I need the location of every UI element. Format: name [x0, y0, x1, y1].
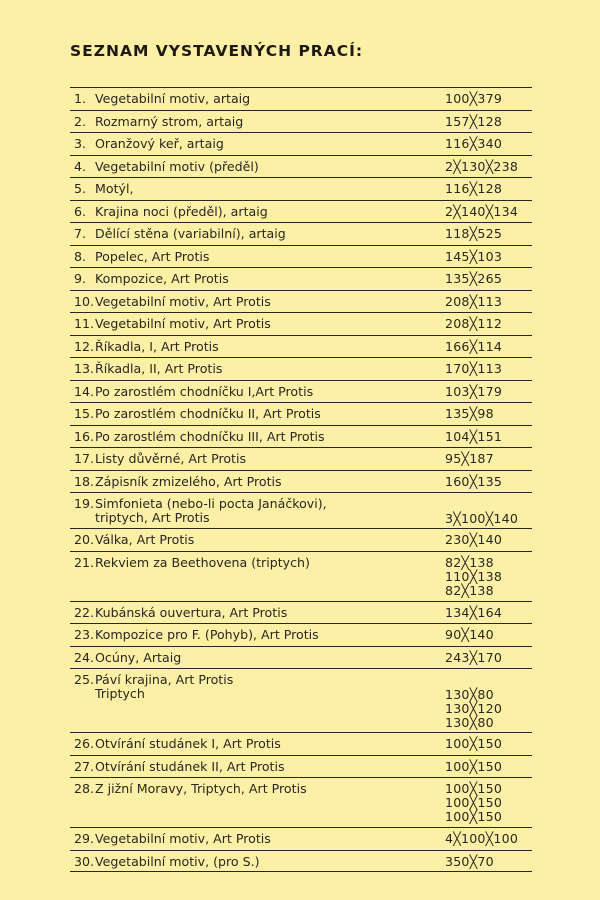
work-row [70, 470, 532, 493]
work-row [70, 335, 532, 358]
work-number: 26. [74, 736, 95, 751]
work-dimensions: 2╳130╳238 [445, 158, 519, 174]
work-number: 14. [74, 383, 95, 399]
work-number: 27. [74, 758, 95, 774]
work-dimensions: 4╳100╳100 [445, 831, 519, 846]
work-title: Vegetabilní motiv, artaig [95, 91, 251, 106]
work-row [70, 200, 532, 223]
work-number: 22. [74, 604, 95, 620]
work-number: 25. [74, 672, 95, 687]
work-title: Říkadla, II, Art Protis [95, 361, 223, 376]
work-row [70, 380, 532, 403]
work-title: Otvírání studánek I, Art Protis [95, 736, 281, 751]
work-number: 24. [74, 649, 95, 665]
work-number: 17. [74, 451, 95, 466]
work-number: 8. [74, 248, 87, 264]
work-number: 7. [74, 226, 87, 241]
work-dimensions: 100╳150 [445, 736, 503, 751]
work-dimensions: 145╳103 [445, 248, 503, 264]
work-dimensions: 90╳140 [445, 627, 494, 642]
work-title: Vegetabilní motiv, Art Protis [95, 831, 271, 846]
work-dimensions: 103╳179 [445, 383, 503, 399]
work-title: Krajina noci (předěl), artaig [95, 203, 268, 219]
work-row [70, 402, 532, 425]
work-row [70, 222, 532, 245]
work-dimensions: 116╳340 [445, 136, 503, 151]
work-title: Vegetabilní motiv, Art Protis [95, 316, 271, 331]
work-title: Po zarostlém chodníčku I,Art Protis [95, 383, 314, 399]
work-number: 16. [74, 428, 95, 444]
work-number: 28. [74, 781, 95, 796]
work-row [70, 155, 532, 178]
work-dimensions: 230╳140 [445, 532, 503, 547]
work-title: Dělící stěna (variabilní), artaig [95, 226, 286, 241]
work-row [70, 312, 532, 335]
work-number: 12. [74, 338, 95, 354]
work-row [70, 551, 532, 601]
work-number: 9. [74, 271, 87, 286]
work-dimensions: 100╳379 [445, 91, 503, 106]
work-title: Po zarostlém chodníčku III, Art Protis [95, 428, 325, 444]
work-dimensions: 135╳265 [445, 271, 503, 286]
work-row [70, 777, 532, 827]
work-number: 30. [74, 853, 95, 869]
work-row [70, 732, 532, 755]
work-title: Válka, Art Protis [95, 532, 195, 547]
work-row [70, 132, 532, 155]
work-number: 11. [74, 316, 95, 331]
work-title: Listy důvěrné, Art Protis [95, 451, 247, 466]
work-row [70, 646, 532, 669]
work-number: 5. [74, 181, 87, 196]
work-title: Ocúny, Artaig [95, 649, 182, 665]
work-number: 4. [74, 158, 87, 174]
work-title: Kubánská ouvertura, Art Protis [95, 604, 288, 620]
work-row [70, 267, 532, 290]
works-list [70, 87, 532, 872]
work-row [70, 755, 532, 778]
work-dimensions: 160╳135 [445, 473, 503, 489]
work-dimensions: 116╳128 [445, 181, 503, 196]
work-dimensions: 208╳112 [445, 316, 503, 331]
work-row [70, 668, 532, 732]
work-number: 20. [74, 532, 95, 547]
work-title: Kompozice, Art Protis [95, 271, 229, 286]
work-row [70, 245, 532, 268]
work-row [70, 357, 532, 380]
work-dimensions: 134╳164 [445, 604, 503, 620]
work-row [70, 110, 532, 133]
work-title: Páví krajina, Art Protis Triptych [95, 672, 234, 701]
work-title: Kompozice pro F. (Pohyb), Art Protis [95, 627, 319, 642]
work-number: 21. [74, 554, 95, 570]
work-dimensions: 166╳114 [445, 338, 503, 354]
work-row [70, 177, 532, 200]
work-row [70, 623, 532, 646]
work-dimensions: 118╳525 [445, 226, 503, 241]
work-dimensions: 350╳70 [445, 853, 494, 869]
page-title: SEZNAM VYSTAVENÝCH PRACÍ: [70, 42, 364, 60]
work-row [70, 528, 532, 551]
work-number: 1. [74, 91, 87, 106]
work-number: 10. [74, 293, 95, 309]
work-title: Motýl, [95, 181, 134, 196]
work-dimensions: 100╳150 [445, 758, 503, 774]
work-row [70, 87, 532, 110]
work-title: Z jižní Moravy, Triptych, Art Protis [95, 781, 307, 796]
work-title: Vegetabilní motiv, (pro S.) [95, 853, 260, 869]
work-title: Vegetabilní motiv, Art Protis [95, 293, 271, 309]
work-title: Otvírání studánek II, Art Protis [95, 758, 285, 774]
work-dimensions: 135╳98 [445, 406, 494, 421]
work-number: 6. [74, 203, 87, 219]
work-dimensions: 95╳187 [445, 451, 494, 466]
work-dimensions: 2╳140╳134 [445, 203, 519, 219]
work-row [70, 425, 532, 448]
work-number: 13. [74, 361, 95, 376]
work-title: Simfonieta (nebo-li pocta Janáčkovi), triptych, Art Protis [95, 496, 327, 525]
work-title: Vegetabilní motiv (předěl) [95, 158, 259, 174]
work-title: Popelec, Art Protis [95, 248, 210, 264]
work-title: Po zarostlém chodníčku II, Art Protis [95, 406, 321, 421]
work-number: 3. [74, 136, 87, 151]
work-number: 19. [74, 496, 95, 511]
work-dimensions: 104╳151 [445, 428, 503, 444]
work-number: 23. [74, 627, 95, 642]
work-row [70, 601, 532, 624]
work-dimensions: 82╳138 110╳138 82╳138 [445, 554, 503, 598]
work-row [70, 850, 532, 873]
work-dimensions: 130╳80 130╳120 130╳80 [445, 687, 503, 730]
work-dimensions: 170╳113 [445, 361, 503, 376]
work-row [70, 492, 532, 528]
work-dimensions: 208╳113 [445, 293, 503, 309]
work-number: 18. [74, 473, 95, 489]
work-row [70, 290, 532, 313]
work-row [70, 827, 532, 850]
work-title: Rozmarný strom, artaig [95, 113, 244, 129]
work-dimensions: 100╳150 100╳150 100╳150 [445, 781, 503, 824]
work-number: 29. [74, 831, 95, 846]
work-number: 15. [74, 406, 95, 421]
work-dimensions: 3╳100╳140 [445, 511, 519, 526]
work-dimensions: 157╳128 [445, 113, 503, 129]
work-row [70, 447, 532, 470]
work-title: Říkadla, I, Art Protis [95, 338, 219, 354]
work-title: Rekviem za Beethovena (triptych) [95, 554, 310, 570]
work-dimensions: 243╳170 [445, 649, 503, 665]
work-number: 2. [74, 113, 87, 129]
work-title: Zápisník zmizelého, Art Protis [95, 473, 282, 489]
work-title: Oranžový keř, artaig [95, 136, 224, 151]
